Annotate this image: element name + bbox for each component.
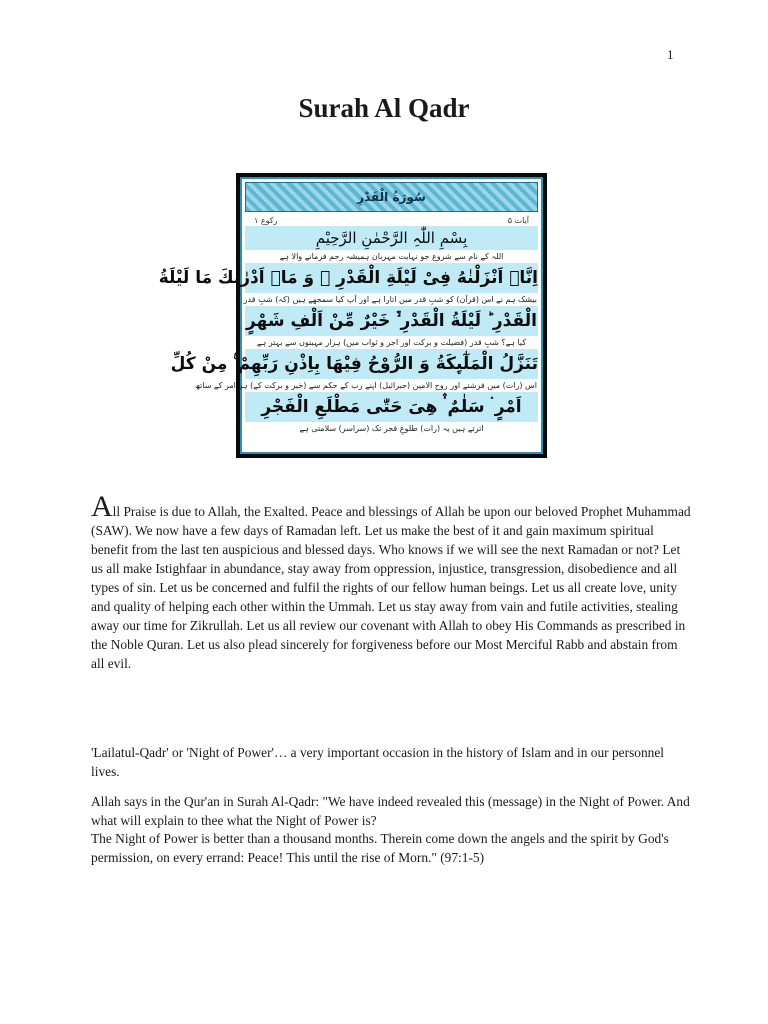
basmala-translation: اللہ کے نام سے شروع جو نہایت مہربان ہمیشہ رحم فرمانے والا ہے [279,252,504,261]
surah-header-banner: سُورَةُ الْقَدْرِ [245,182,538,212]
page-number: 1 [667,47,674,62]
basmala: بِسْمِ اللّٰہِ الرَّحْمٰنِ الرَّحِیْمِ [245,226,538,250]
translation-line-4: اترتے ہیں یہ (رات) طلوعِ فجر تک (سراسر) سلامتی ہے [299,424,484,433]
drop-cap: A [91,490,113,523]
translation-line-1: بیشک ہم نے اس (قرآن) کو شبِ قدر میں اتارا ہے اور آپ کیا سمجھے ہیں (کہ) شبِ قدر [243,295,537,304]
surah-al-qadr-image [158,173,547,458]
page-title: Surah Al Qadr [298,93,470,123]
verse-line-3: تَنَزَّلُ الْمَلٰٓىِٕكَةُ وَ الرُّوْحُ فِیْهَا بِاِذْنِ رَبِّهِمْ ۚ مِنْ كُلِّ [245,349,538,379]
quran-quote-continuation: The Night of Power is better than a thousand months. Therein come down the angels and the spirit by God's permission, on every errand: Peace! This until the rise of Morn." (97:1-5) [91,831,669,865]
surah-info-row [242,215,541,226]
lailatul-qadr-paragraph: 'Lailatul-Qadr' or 'Night of Power'… a very important occasion in the history of Islam and in our personnel lives. [91,745,665,779]
ayat-count: آیات ۵ [507,216,529,225]
verse-line-1: اِنَّاۤ اَنْزَلْنٰهُ فِیْ لَیْلَةِ الْقَدْرِ ۚ وَ مَاۤ اَدْرٰىكَ مَا لَیْلَةُ [245,263,538,293]
verse-line-4: اَمْرٍ ۛ سَلٰمٌ ۛ۫ هِیَ حَتّٰى مَطْلَعِ الْفَجْرِ [245,392,538,422]
verse-line-2: الْقَدْرِ ؕ لَیْلَةُ الْقَدْرِ ۙ۬ خَیْرٌ مِّنْ اَلْفِ شَهْرٍ [245,306,538,336]
quran-quote-paragraph: Allah says in the Qur'an in Surah Al-Qadr: "We have indeed revealed this (message) in the Night of Power. And what will explain to thee what the Night of Power is? [91,794,690,828]
ruku-count: رکوع ۱ [254,216,278,225]
intro-paragraph-text: ll Praise is due to Allah, the Exalted. Peace and blessings of Allah be upon our beloved Prophet Muhammad (SAW). We now have a few days of Ramadan left. Let us make the best of it and gain maximum spiritual benefit from the last ten auspicious and blessed days. Who knows if we will see the next Ramadan or not? Let us all make Istighfaar in abundance, stay away from oppression, injustice, transgression, disobedience and all types of sin. Let us be concerned and fulfil the rights of our fellow human beings. Let us all create love, unity and quality of helping each other within the Ummah. Let us stay away from vain and futile activities, stealing away our time for Zikrullah. Let us all review our covenant with Allah to obey His Commands as prescribed in the Noble Quran. Let us also plead sincerely for forgiveness before our Most Merciful Rabb and abstain from all evil. [91,504,691,671]
intro-paragraph [91,490,691,673]
translation-line-3: اس (رات) میں فرشتے اور روح الامین (جبرائیل) اپنے رب کے حکم سے (خیر و برکت کے) ہر امر کے ساتھ [194,381,537,390]
translation-line-2: کیا ہے؟ شبِ قدر (فضیلت و برکت اور اجر و ثواب میں) ہزار مہینوں سے بہتر ہے [256,338,527,347]
quran-page [158,177,543,454]
